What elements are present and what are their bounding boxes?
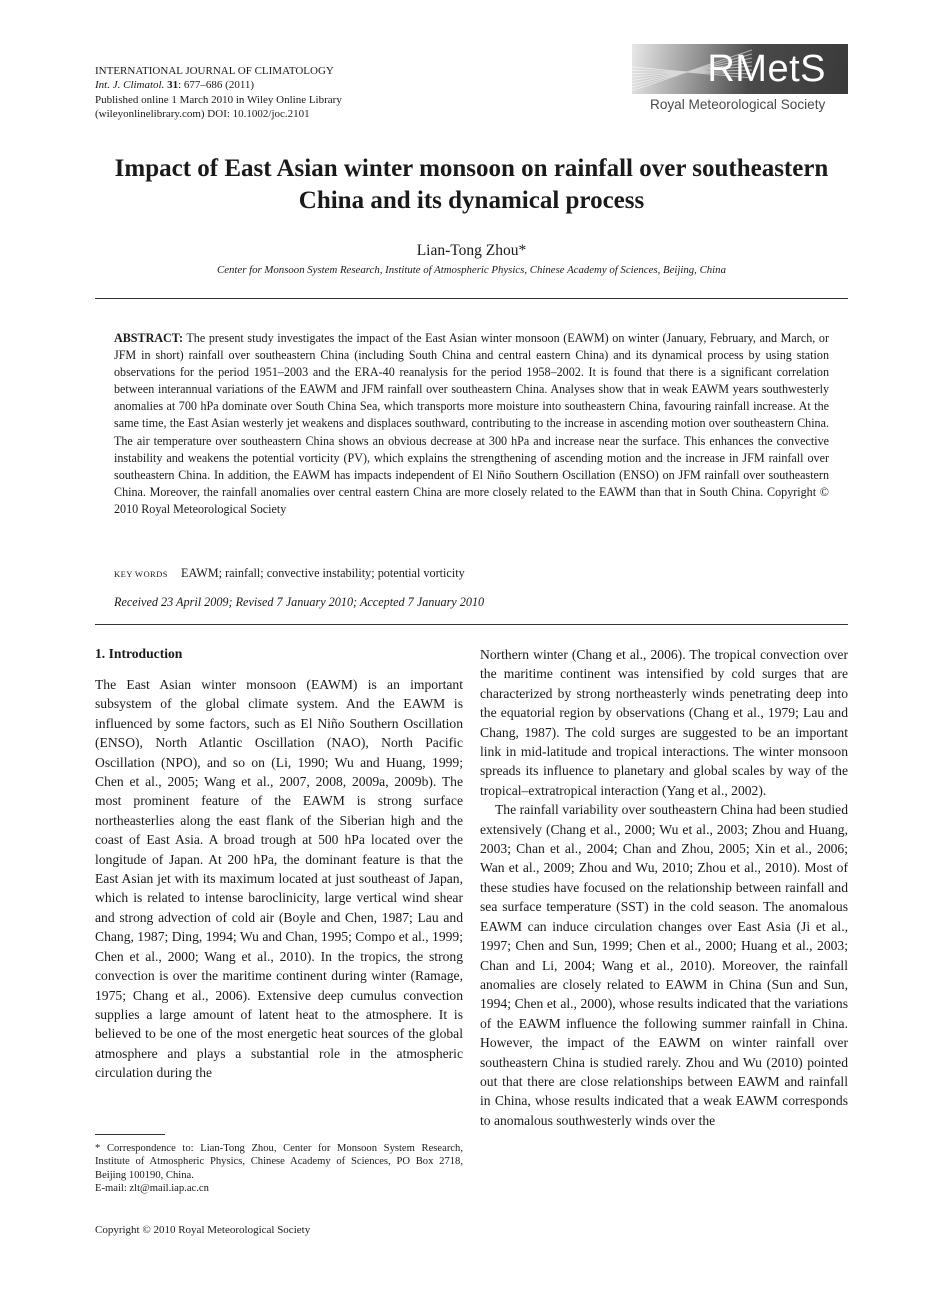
top-divider — [95, 298, 848, 299]
correspondence-note: * Correspondence to: Lian-Tong Zhou, Center for Monsoon System Research, Institute of Atmospheric Physics, Chinese Academy of Sciences, PO Box 2718, Beijing 100190, China. — [95, 1143, 463, 1181]
copyright-footer: Copyright © 2010 Royal Meteorological Society — [95, 1224, 311, 1236]
logo-banner — [632, 44, 848, 94]
logo-subtitle: Royal Meteorological Society — [650, 97, 826, 112]
section-heading: 1. Introduction — [95, 646, 183, 661]
author-affiliation: Center for Monsoon System Research, Institute of Atmospheric Physics, Chinese Academy of Sciences, Beijing, China — [217, 264, 726, 276]
footnote — [95, 1142, 463, 1196]
abstract-label: ABSTRACT: — [114, 331, 183, 345]
received-dates: Received 23 April 2009; Revised 7 January 2010; Accepted 7 January 2010 — [114, 595, 485, 609]
citation-pages: : 677–686 (2011) — [178, 79, 255, 92]
journal-header — [95, 64, 515, 121]
keywords-label: KEY WORDS — [114, 569, 168, 579]
journal-citation — [95, 78, 515, 92]
journal-name: INTERNATIONAL JOURNAL OF CLIMATOLOGY — [95, 65, 334, 77]
logo-wordmark: RMetS — [707, 48, 826, 90]
intro-paragraph-1: The East Asian winter monsoon (EAWM) is an important subsystem of the global climate system. And the EAWM is influenced by some factors, such as El Niño Southern Oscillation (ENSO), North Atlantic Oscillation (NAO), North Pacific Oscillation (NPO), and so on (Li, 1990; Wu and Huang, 1999; Chen et al., 2005; Wang et al., 2007, 2008, 2009a, 2009b). The most prominent feature of the EAWM is strong surface northeasterlies along the east flank of the Siberian high and the coast of East Asia. A broad trough at 500 hPa located over the longitude of Japan. At 200 hPa, the dominant feature is that the East Asian jet with its maximum located at just southeast of Japan, which is related to intense baroclinicity, large vertical wind shear and strong advection of cold air (Boyle and Chen, 1987; Lau and Chang, 1987; Ding, 1994; Wu and Chan, 1995; Compo et al., 1999; Chen et al., 2000; Wang et al., 2010). In the tropics, the strong convection is over the maritime continent during winter (Ramage, 1975; Chang et al., 2006). Extensive deep cumulus convection supplies a large amount of latent heat to the atmosphere. It is believed to be one of the most energetic heat sources of the global atmosphere and plays a substantial role in the atmospheric circulation during the — [95, 677, 463, 1081]
keywords-text: EAWM; rainfall; convective instability; potential vorticity — [181, 566, 465, 580]
citation-journal: Int. J. Climatol. — [95, 79, 165, 92]
abstract-text: The present study investigates the impact of the East Asian winter monsoon (EAWM) on winter (January, February, and March, or JFM in short) rainfall over southeastern China (including South China and central eastern China) and its dynamical process by using station observations for the period 1951–2003 and the ERA-40 reanalysis for the period 1958–2002. It is found that there is a significant correlation between interannual variations of the EAWM and JFM rainfall over southeastern China. Analyses show that in weak EAWM years southwesterly anomalies at 700 hPa dominate over South China Sea, which transports more moisture into southeastern China, favouring rainfall increase. At the same time, the East Asian westerly jet weakens and displaces southward, contributing to the increase in ascending motion over southeastern China. The air temperature over southeastern China shows an obvious decrease at 300 hPa and increase near the surface. This enhances the convective instability and weakens the potential vorticity (PV), which explains the strengthening of ascending motion and the increase in JFM rainfall over southeastern China. In addition, the EAWM has impacts independent of El Niño Southern Oscillation (ENSO) on JFM rainfall over southeastern China. Moreover, the rainfall anomalies over central eastern China are more closely related to the EAWM than that in South China. Copyright © 2010 Royal Meteorological Society — [114, 331, 829, 516]
doi-line: (wileyonlinelibrary.com) DOI: 10.1002/joc.2101 — [95, 107, 310, 120]
abstract-divider — [95, 624, 848, 625]
paper-title: Impact of East Asian winter monsoon on rainfall over southeastern China and its dynamical process — [114, 155, 829, 214]
footnote-divider — [95, 1134, 165, 1135]
author-name: Lian-Tong Zhou* — [416, 242, 527, 259]
abstract — [114, 330, 829, 518]
intro-paragraph-2: The rainfall variability over southeastern China had been studied extensively (Chang et al., 2000; Wu et al., 2003; Zhou and Huang, 2003; Chan et al., 2004; Chan and Zhou, 2005; Xin et al., 2006; Wan et al., 2009; Zhou and Wu, 2010; Zhou et al., 2010). Most of these studies have focused on the relationship between rainfall and sea surface temperature (SST) in the cold season. The anomalous EAWM can induce circulation changes over East Asia (Ji et al., 1997; Chen and Sun, 1999; Chen et al., 2000; Huang et al., 2003; Chan and Li, 2004; Wang et al., 2010). Moreover, the rainfall anomalies are closely related to EAWM in China (Sun and Sun, 1994; Chen et al., 2000), whose results indicated that the variations of the EAWM influence the following summer rainfall in China. However, the impact of the EAWM on winter rainfall over southeastern China is studied rarely. Zhou and Wu (2010) pointed out that there are close relationships between EAWM and rainfall in China, whose results indicated that a weak EAWM corresponds to anomalous southwesterly winds over the — [480, 802, 848, 1128]
left-column — [95, 645, 463, 1083]
rmets-logo — [632, 44, 848, 122]
right-column — [480, 645, 848, 1130]
intro-paragraph-continued: Northern winter (Chang et al., 2006). The tropical convection over the maritime continent was intensified by cold surges that are characterized by strong northeasterly winds penetrating deep into the equatorial region by observations (Chang et al., 1979; Lau and Chang, 1987). The cold surges are suggested to be an important link in mid-latitude and tropical interactions. The winter monsoon spreads its influence to planetary and global scales by way of the tropical–extratropical interaction (Yang et al., 2002). — [480, 647, 848, 798]
keywords — [114, 566, 829, 581]
publication-line: Published online 1 March 2010 in Wiley Online Library — [95, 93, 342, 106]
correspondence-email: E-mail: zlt@mail.iap.ac.cn — [95, 1183, 209, 1195]
citation-volume: 31 — [167, 79, 179, 92]
